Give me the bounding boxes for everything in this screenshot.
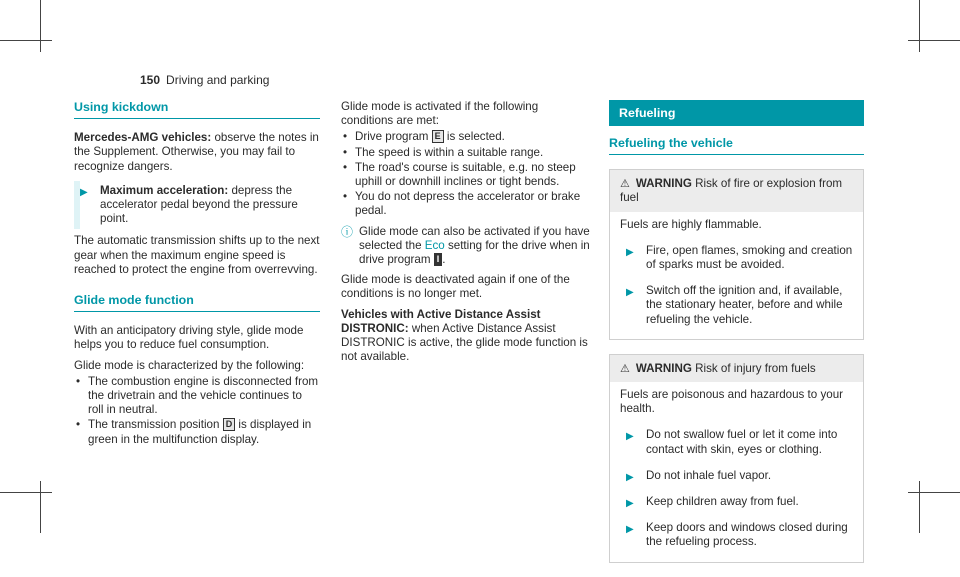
heading-refueling-vehicle: Refueling the vehicle bbox=[609, 136, 864, 155]
warning-text: Fuels are poisonous and hazardous to your health. bbox=[620, 388, 843, 416]
page-header bbox=[140, 73, 269, 87]
drive-program-e-icon: E bbox=[432, 130, 444, 143]
right-column bbox=[609, 100, 864, 577]
section-banner: Refueling bbox=[609, 100, 864, 126]
crop-mark bbox=[919, 481, 920, 533]
info-icon: ⓘ bbox=[341, 224, 354, 239]
crop-mark bbox=[908, 492, 960, 493]
warning-triangle-icon: ⚠ bbox=[620, 362, 630, 375]
list-item: • You do not depress the accelerator or brake pedal. bbox=[341, 190, 591, 218]
transmission-paragraph: The automatic transmission shifts up to the next gear when the maximum engine speed is reached to protect the engine from overrevving. bbox=[74, 234, 320, 276]
warning-body bbox=[610, 382, 863, 562]
drive-position-icon: D bbox=[223, 418, 236, 431]
arrow-right-icon: ▶ bbox=[626, 431, 634, 443]
distronic-paragraph: Vehicles with Active Distance Assist DISTRONIC: when Active Distance Assist DISTRONIC is active, the glide mode function is not available. bbox=[341, 307, 588, 364]
arrow-right-icon: ▶ bbox=[80, 186, 88, 198]
glide-activation: Glide mode is activated if the following conditions are met: bbox=[341, 100, 539, 128]
list-item: • The road's course is suitable, e.g. no steep uphill or downhill inclines or tight bends. bbox=[341, 161, 591, 189]
instruction-max-acceleration: ▶ Maximum acceleration: depress the accelerator pedal beyond the pressure point. bbox=[74, 184, 320, 227]
crop-mark bbox=[908, 40, 960, 41]
note-eco: ⓘ Glide mode can also be activated if you have selected the Eco setting for the drive when in drive program I . bbox=[341, 224, 590, 267]
heading-kickdown: Using kickdown bbox=[74, 100, 320, 119]
arrow-right-icon: ▶ bbox=[626, 287, 634, 299]
conditions-list bbox=[341, 130, 591, 218]
arrow-right-icon: ▶ bbox=[626, 524, 634, 536]
crop-mark bbox=[40, 0, 41, 52]
warning-header: ⚠ WARNING Risk of injury from fuels bbox=[610, 355, 863, 382]
warning-box-fire bbox=[609, 169, 864, 340]
drive-program-i-icon: I bbox=[434, 253, 443, 266]
section-title: Driving and parking bbox=[166, 73, 270, 87]
arrow-right-icon: ▶ bbox=[626, 471, 634, 483]
warning-text: Fuels are highly flammable. bbox=[620, 217, 762, 231]
list-item: • The speed is within a suitable range. bbox=[341, 146, 591, 160]
warning-instruction: ▶ Keep children away from fuel. bbox=[620, 495, 853, 509]
warning-header: ⚠ WARNING Risk of fire or explosion from fuel bbox=[610, 170, 863, 211]
warning-instruction: ▶ Do not inhale fuel vapor. bbox=[620, 469, 853, 483]
crop-mark bbox=[0, 492, 52, 493]
eco-setting: Eco bbox=[424, 238, 445, 252]
warning-instruction: ▶ Keep doors and windows closed during the refueling process. bbox=[626, 521, 848, 549]
list-item: • The combustion engine is disconnected from the drivetrain and the vehicle continues to roll in neutral. bbox=[74, 375, 320, 418]
crop-mark bbox=[40, 481, 41, 533]
arrow-right-icon: ▶ bbox=[626, 498, 634, 510]
glide-characterized: Glide mode is characterized by the following: bbox=[74, 358, 305, 372]
crop-mark bbox=[919, 0, 920, 52]
list-item: • Drive program E is selected. bbox=[341, 130, 591, 144]
list-item: • The transmission position D is displayed in green in the multifunction display. bbox=[74, 418, 320, 446]
middle-column bbox=[341, 100, 591, 370]
arrow-right-icon: ▶ bbox=[626, 246, 634, 258]
crop-mark bbox=[0, 40, 52, 41]
warning-body bbox=[610, 212, 863, 339]
amg-paragraph: Mercedes-AMG vehicles: observe the notes in the Supplement. Otherwise, you may fail to recognize dangers. bbox=[74, 131, 319, 173]
glide-intro: With an anticipatory driving style, glide mode helps you to reduce fuel consumption. bbox=[74, 324, 304, 352]
glide-deactivation: Glide mode is deactivated again if one of the conditions is no longer met. bbox=[341, 273, 570, 301]
warning-instruction: ▶ Do not swallow fuel or let it come into contact with skin, eyes or clothing. bbox=[626, 428, 838, 456]
warning-instruction: ▶ Switch off the ignition and, if available, the stationary heater, before and while refueling the vehicle. bbox=[626, 284, 843, 326]
page-number: 150 bbox=[140, 73, 161, 87]
warning-instruction: ▶ Fire, open flames, smoking and creation of sparks must be avoided. bbox=[626, 243, 853, 272]
glide-list bbox=[74, 375, 320, 447]
warning-box-injury bbox=[609, 354, 864, 563]
warning-triangle-icon: ⚠ bbox=[620, 178, 630, 191]
heading-glide-mode: Glide mode function bbox=[74, 293, 320, 312]
left-column bbox=[74, 100, 320, 453]
